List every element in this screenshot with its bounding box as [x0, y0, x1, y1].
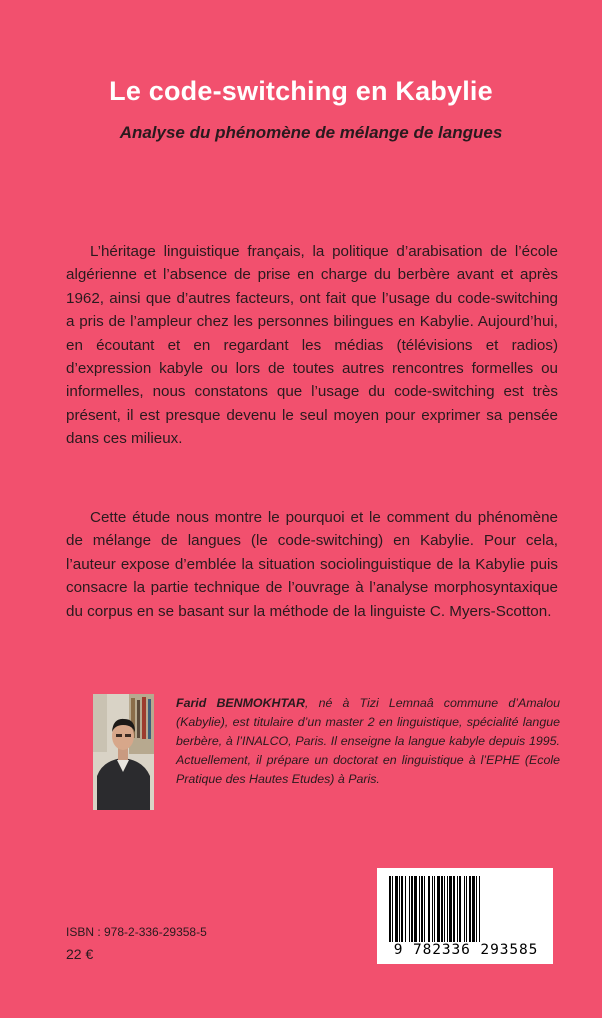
- author-bio-text: , né à Tizi Lemnaâ commune d’Amalou (Kabylie), est titulaire d’un master 2 en linguistique, spécialité langue berbère, à l’INALCO, Paris. Il enseigne la langue kabyle depuis 1995. Actuellement, il prépare un doctorat en linguistique à l’EPHE (Ecole Pratique des Hautes Etudes) à Paris.: [176, 696, 560, 786]
- price: 22 €: [66, 946, 94, 962]
- author-bio: [176, 694, 560, 789]
- book-title: Le code-switching en Kabylie: [109, 76, 493, 106]
- barcode: [377, 868, 553, 964]
- summary-paragraph-2: Cette étude nous montre le pourquoi et le comment du phénomène de mélange de langues (le code-switching) en Kabylie. Pour cela, l’auteur expose d’emblée la situation sociolinguistique de la Kabylie puis consacre la partie technique de l’ouvrage à l’analyse morphosyntaxique du corpus en se basant sur la méthode de la linguiste C. Myers-Scotton.: [66, 509, 558, 620]
- author-name: Farid BENMOKHTAR: [176, 696, 305, 710]
- author-photo: [93, 694, 154, 810]
- summary-paragraph-1: L’héritage linguistique français, la politique d’arabisation de l’école algérienne et l’absence de prise en charge du berbère avant et après 1962, ainsi que d’autres facteurs, ont fait que l’usage du code-switching a pris de l’ampleur chez les personnes bilingues en Kabylie. Aujourd’hui, en écoutant et en regardant les médias (télévisions et radios) d’expression kabyle ou lors de toutes autres rencontres formelles ou informelles, nous constatons que l’usage du code-switching est très présent, il est presque devenu le seul moyen pour exprimer sa pensée dans ces milieux.: [66, 243, 558, 448]
- book-subtitle: Analyse du phénomène de mélange de langues: [119, 123, 503, 142]
- isbn: ISBN : 978-2-336-29358-5: [66, 925, 207, 939]
- barcode-digits: 9 782336 293585: [393, 942, 539, 958]
